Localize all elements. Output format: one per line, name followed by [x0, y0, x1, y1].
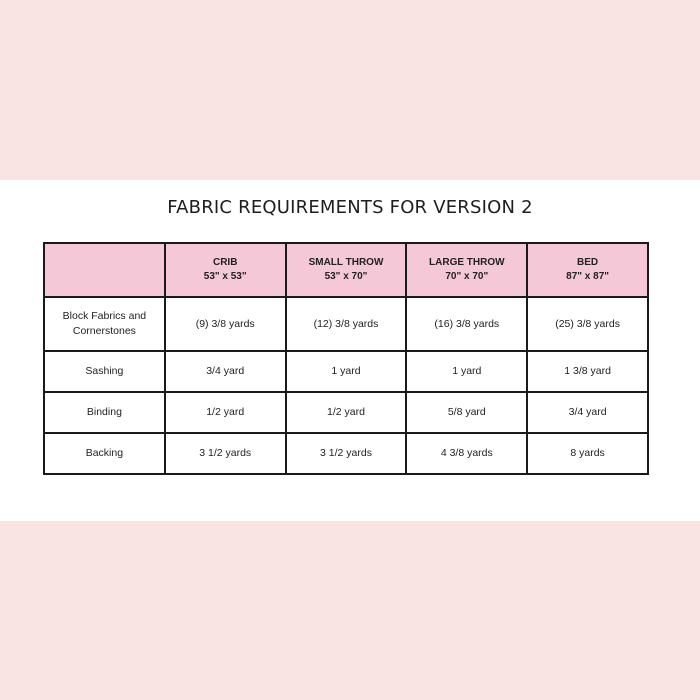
table-row: [44, 433, 648, 474]
table-cell: 5/8 yard: [406, 392, 527, 433]
header-cell-large-throw: [406, 243, 527, 297]
table-cell: 8 yards: [527, 433, 648, 474]
row-label-line: Block Fabrics and: [62, 310, 147, 322]
header-cell-small-throw: [286, 243, 407, 297]
table-cell: 3/4 yard: [165, 351, 286, 392]
header-cell-empty: [44, 243, 165, 297]
fabric-requirements-table: [43, 242, 649, 475]
table-cell: 1/2 yard: [286, 392, 407, 433]
row-label: Backing: [44, 433, 165, 474]
header-size-dimensions: 53" x 70": [324, 271, 368, 282]
header-size-dimensions: 70" x 70": [445, 271, 489, 282]
table-cell: 1/2 yard: [165, 392, 286, 433]
header-size-dimensions: 87" x 87": [566, 271, 610, 282]
row-label: Binding: [44, 392, 165, 433]
table-cell: 1 yard: [406, 351, 527, 392]
header-cell-crib: [165, 243, 286, 297]
table-header-row: [44, 243, 648, 297]
header-size-name: BED: [577, 257, 599, 268]
table-cell: (16) 3/8 yards: [406, 297, 527, 351]
table-cell: (12) 3/8 yards: [286, 297, 407, 351]
table-cell: 1 3/8 yard: [527, 351, 648, 392]
table-cell: (25) 3/8 yards: [527, 297, 648, 351]
table-cell: 3/4 yard: [527, 392, 648, 433]
table-row: [44, 392, 648, 433]
table-cell: 3 1/2 yards: [286, 433, 407, 474]
table-cell: (9) 3/8 yards: [165, 297, 286, 351]
header-size-name: SMALL THROW: [308, 257, 384, 268]
table-row: [44, 351, 648, 392]
row-label: Sashing: [44, 351, 165, 392]
table-cell: 4 3/8 yards: [406, 433, 527, 474]
page-title: FABRIC REQUIREMENTS FOR VERSION 2: [167, 197, 533, 218]
table-cell: 1 yard: [286, 351, 407, 392]
header-size-name: LARGE THROW: [429, 257, 505, 268]
header-cell-bed: [527, 243, 648, 297]
row-label-line: Cornerstones: [72, 325, 136, 337]
header-size-name: CRIB: [212, 257, 238, 268]
header-size-dimensions: 53" x 53": [203, 271, 247, 282]
row-label: [44, 297, 165, 351]
table-row: [44, 297, 648, 351]
table-cell: 3 1/2 yards: [165, 433, 286, 474]
